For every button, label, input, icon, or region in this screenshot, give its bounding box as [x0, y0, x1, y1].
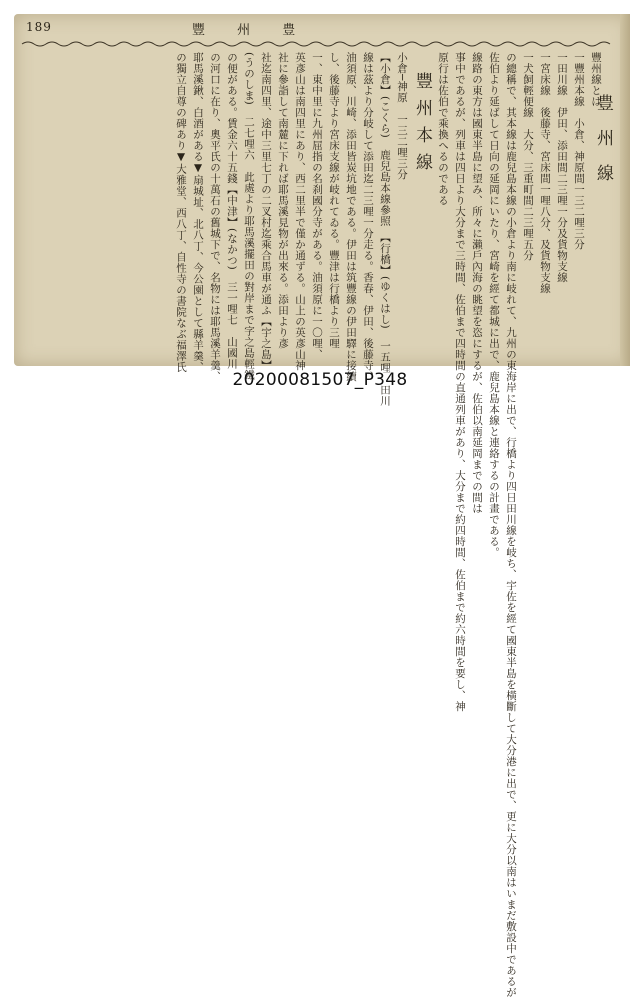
text-column: 小倉─神原 一三二哩三分 — [396, 52, 408, 180]
side-title: 豊州線 — [593, 94, 613, 199]
text-column: 佐伯より延ばして日向の延岡にいたり、宮崎を經て都城に出で、鹿兒島本線と連絡するの計畫である。 — [488, 52, 500, 558]
text-column: 一豐州本線 小倉、神原間一三二哩三分 — [573, 52, 585, 250]
text-column: 事中であるが、列車は四日より大分まで三時間、佐伯まで四時間の直通列車があり、大分まで約四時間、佐伯まで約六時間を要し、神 — [454, 52, 466, 712]
text-column: 一宮床線 後藤寺、宮床間一哩八分、及貨物支線 — [539, 52, 551, 294]
viewer-top-bar — [0, 0, 640, 14]
text-column: 【小倉】(こくら) 鹿兒島本線參照 【行橋】(ゆくはし) 一五哩 田川 — [379, 52, 391, 407]
page-edge — [620, 14, 630, 366]
text-column: 一犬飼輕便線 大分、三重町間二三哩五分 — [522, 52, 534, 261]
text-column: 豐州線とは — [590, 52, 602, 107]
header-wave-rule — [22, 40, 610, 48]
text-column: 社迄南四里、途中三里七丁の二叉村迄乘合馬車が通ふ【宇之島】 — [260, 52, 272, 371]
text-column: 一田川線 伊田、添田間二三哩一分及貨物支線 — [556, 52, 568, 283]
text-column: 一、東中里に九州屈指の名刹國分寺がある。油須原に一〇哩、 — [311, 52, 323, 360]
text-column: 耶馬溪鍬、白酒がある▼扇城址、北八丁、今公園として縣羊羹、 — [192, 52, 204, 373]
text-column: 線路の東方は國東半島に望み、所々に瀨戶內海の眺望を恣にするが、佐伯以南延岡までの間は — [471, 52, 483, 514]
text-column: 油須原、川崎、添田皆炭坑地である。伊田は筑豐線の伊田驛に接續 — [345, 52, 357, 382]
image-caption: 20200081507_P348 — [232, 370, 408, 390]
text-column: 社に參詣して南麓に下れば耶馬溪見物が出來る。添田より彥 — [277, 52, 289, 349]
text-column: (うのしま) 二七哩六 此處より耶馬溪擺田の對岸まで字之島輕鐵 — [243, 52, 255, 381]
text-column: 線は茲より分岐して添田迄二三哩一分走る。香春、伊田、後藤寺、 — [362, 52, 374, 382]
text-column: の獨立自尊の碑あり▼大雅堂、西八丁、自性寺の書院なぶ福澤氏 — [175, 52, 187, 373]
page-number: 189 — [26, 20, 52, 34]
text-column: 英彥山は南四里にあり、西二里半で僅か通ずる。山上の英彥山神 — [294, 52, 306, 371]
text-column: の總稱で、其本線は鹿兒島本線の小倉より南に岐れて、九州の東海岸に出で、行橋より四日田川線を岐ち、宇佐を經て國東半島を橫斷して大分港に出で、更に大分以南はいまだ敷設中であるが — [505, 52, 517, 998]
running-header: 豐 州 豊 — [192, 23, 310, 38]
text-column: し、後藤寺より宮床支線が岐れてゐる。豐津は行橋より三哩 — [328, 52, 340, 349]
section-heading: 豐州本線 — [412, 72, 432, 180]
text-column: の便がある。賃金六十五錢【中津】(なかつ) 三一哩七 山國川 — [226, 52, 238, 370]
text-column: の河口に在り、奧平氏の十萬石の舊城下で、名物には耶馬溪羊羹、 — [209, 52, 221, 382]
text-column: 原行は佐伯で乘換へるのである — [437, 52, 449, 206]
